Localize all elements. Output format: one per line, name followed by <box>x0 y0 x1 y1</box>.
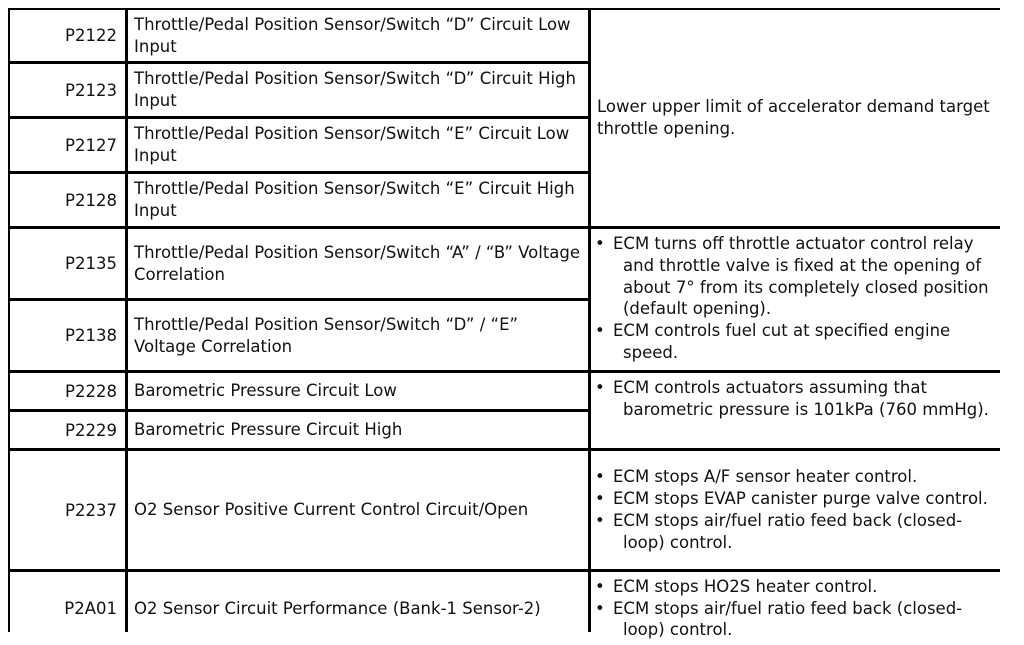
dtc-code-cell: P2122 <box>10 10 125 61</box>
dtc-description-cell: Throttle/Pedal Position Sensor/Switch “D” Circuit High Input <box>128 64 588 116</box>
fail-safe-cell <box>591 229 1001 370</box>
dtc-description-cell: Throttle/Pedal Position Sensor/Switch “E” Circuit High Input <box>128 174 588 226</box>
dtc-code-cell: P2128 <box>10 174 125 226</box>
dtc-description-cell: O2 Sensor Positive Current Control Circuit/Open <box>128 451 588 569</box>
fail-safe-item: • ECM stops A/F sensor heater control. <box>597 466 995 488</box>
fail-safe-cell <box>591 572 1001 645</box>
dtc-code-cell: P2237 <box>10 451 125 569</box>
dtc-code-cell: P2229 <box>10 412 125 448</box>
dtc-code-cell: P2138 <box>10 301 125 370</box>
dtc-code-cell: P2123 <box>10 64 125 116</box>
fail-safe-text: Lower upper limit of accelerator demand target throttle opening. <box>597 97 990 138</box>
fail-safe-list <box>597 233 995 364</box>
dtc-code-cell: P2135 <box>10 229 125 298</box>
dtc-code-cell: P2228 <box>10 373 125 409</box>
fail-safe-item: • ECM stops HO2S heater control. <box>597 576 995 598</box>
fail-safe-item: • ECM controls actuators assuming that barometric pressure is 101kPa (760 mmHg). <box>597 377 995 421</box>
dtc-code-cell: P2127 <box>10 119 125 171</box>
fail-safe-cell <box>591 373 1001 448</box>
fail-safe-cell <box>591 10 1001 226</box>
fail-safe-cell <box>591 451 1001 569</box>
fail-safe-item: • ECM stops air/fuel ratio feed back (closed-loop) control. <box>597 510 995 554</box>
dtc-code-cell: P2A01 <box>10 572 125 645</box>
dtc-description-cell: Barometric Pressure Circuit High <box>128 412 588 448</box>
dtc-description-cell: Throttle/Pedal Position Sensor/Switch “D” / “E” Voltage Correlation <box>128 301 588 370</box>
dtc-description-cell: Throttle/Pedal Position Sensor/Switch “D” Circuit Low Input <box>128 10 588 61</box>
fail-safe-item: • ECM turns off throttle actuator control relay and throttle valve is fixed at the opening of about 7° from its completely closed position (default opening). <box>597 233 995 320</box>
fail-safe-list <box>597 576 995 641</box>
dtc-description-cell: O2 Sensor Circuit Performance (Bank-1 Sensor-2) <box>128 572 588 645</box>
fail-safe-list <box>597 466 995 553</box>
fail-safe-list <box>597 377 995 421</box>
fail-safe-item: • ECM stops air/fuel ratio feed back (closed-loop) control. <box>597 598 995 642</box>
dtc-description-cell: Barometric Pressure Circuit Low <box>128 373 588 409</box>
dtc-fail-safe-table <box>8 8 1000 640</box>
dtc-description-cell: Throttle/Pedal Position Sensor/Switch “A” / “B” Voltage Correlation <box>128 229 588 298</box>
dtc-description-cell: Throttle/Pedal Position Sensor/Switch “E” Circuit Low Input <box>128 119 588 171</box>
fail-safe-item: • ECM stops EVAP canister purge valve control. <box>597 488 995 510</box>
fail-safe-item: • ECM controls fuel cut at specified engine speed. <box>597 320 995 364</box>
